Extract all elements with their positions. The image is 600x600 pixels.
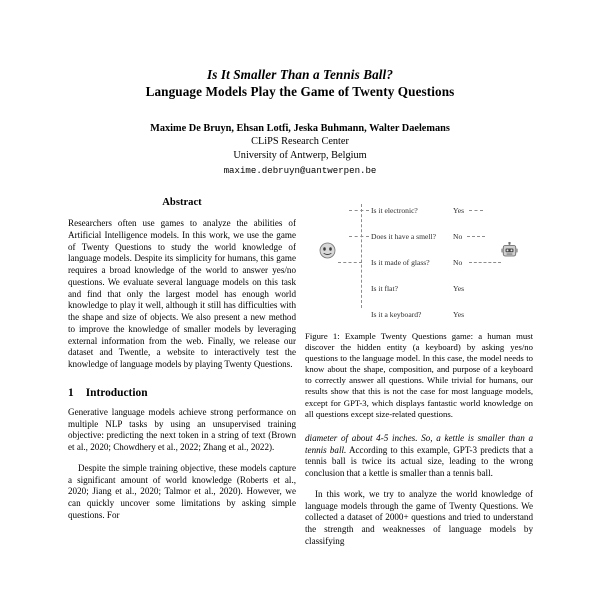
author-list: Maxime De Bruyn, Ehsan Lotfi, Jeska Buhmann, Walter Daelemans — [150, 123, 450, 134]
affiliation-line1: CLiPS Research Center — [251, 136, 349, 147]
left-column — [68, 196, 296, 600]
qa-row — [305, 230, 533, 243]
body-columns — [60, 196, 540, 600]
section-heading-introduction — [68, 386, 296, 400]
section-title: Introduction — [85, 386, 148, 399]
figure-answer: Yes — [453, 284, 465, 293]
figure-question: Is it a keyboard? — [371, 310, 422, 319]
connector-dash — [469, 262, 501, 263]
intro-paragraph-2: Despite the simple training objective, these models capture a significant amount of world knowledge (Roberts et al., 2020; Jiang et al., 2020; Talmor et al., 2020). However, we can quickly uncover some limitations by asking simple questions. For — [68, 462, 296, 520]
right-paragraph-1-rest: According to this example, GPT-3 predicts that a tennis ball is twice its actual size, leading to the wrong conclusion that a kettle is smaller than a tennis ball. — [305, 444, 533, 478]
qa-row — [305, 204, 533, 217]
figure-question: Is it made of glass? — [371, 258, 430, 267]
abstract-heading: Abstract — [162, 197, 202, 208]
right-paragraph-1 — [305, 433, 533, 480]
figure-answer: No — [453, 258, 463, 267]
qa-row — [305, 308, 533, 321]
contact-email: maxime.debruyn@uantwerpen.be — [223, 165, 377, 176]
qa-row — [305, 256, 533, 269]
section-number: 1 — [68, 386, 74, 399]
figure-question: Does it have a smell? — [371, 232, 436, 241]
figure-question: Is it electronic? — [371, 206, 418, 215]
figure-caption: Figure 1: Example Twenty Questions game: a human must discover the hidden entity (a keyboard) by asking yes/no questions to the language model. In this case, the model needs to know about the shape, composition, and purpose of a keyboard to correctly answer all questions. While trivial for humans, our results show that this is not the case for most language models, except for GPT-3, which displays fantastic world knowledge on all questions except size-related questions. — [305, 331, 533, 419]
figure-question: Is it flat? — [371, 284, 398, 293]
figure-1 — [305, 196, 533, 318]
abstract-text: Researchers often use games to analyze the abilities of Artificial Intelligence models. In this work, we use the game of Twenty Questions to study the world knowledge of language models. Despite its simplicity for humans, this game requires a broad knowledge of the world to answer yes/no questions. We evaluate several language models on this task and find that only the largest model has enough world knowledge to play it well, although it still has difficulties with the shape and size of objects. We also present a new method to improve the knowledge of smaller models by leveraging external information from the web. Finally, we release our dataset and Twentle, a website to interactively test the knowledge of language models by playing Twenty Questions. — [68, 218, 296, 369]
right-column — [305, 196, 533, 600]
affiliation-line2: University of Antwerp, Belgium — [233, 150, 367, 161]
connector-dash — [349, 210, 369, 211]
right-paragraph-2: In this work, we try to analyze the world knowledge of language models through the game of Twenty Questions. We collected a dataset of 2000+ questions and tried to understand the strength and weaknesses of language models by classifying — [305, 488, 533, 546]
paper-title-line2: Language Models Play the Game of Twenty Questions — [145, 84, 455, 99]
right-paragraph-1-italic: diameter of about 4-5 inches. So, a kettle is smaller than a tennis ball. — [305, 432, 533, 455]
connector-dash — [349, 236, 369, 237]
connector-dash — [469, 210, 483, 211]
qa-row — [305, 282, 533, 295]
figure-answer: Yes — [453, 206, 465, 215]
title-block — [60, 0, 540, 178]
paper-title-line1: Is It Smaller Than a Tennis Ball? — [206, 67, 394, 82]
figure-answer: Yes — [453, 310, 465, 319]
connector-dash — [467, 236, 485, 237]
connector-dash — [338, 262, 362, 263]
figure-answer: No — [453, 232, 463, 241]
intro-paragraph-1: Generative language models achieve strong performance on multiple NLP tasks by using an unsupervised training objective: predicting the next token in a string of text (Brown et al., 2020; Chowdhery et al., 2022; Zhang et al., 2022). — [68, 406, 296, 452]
